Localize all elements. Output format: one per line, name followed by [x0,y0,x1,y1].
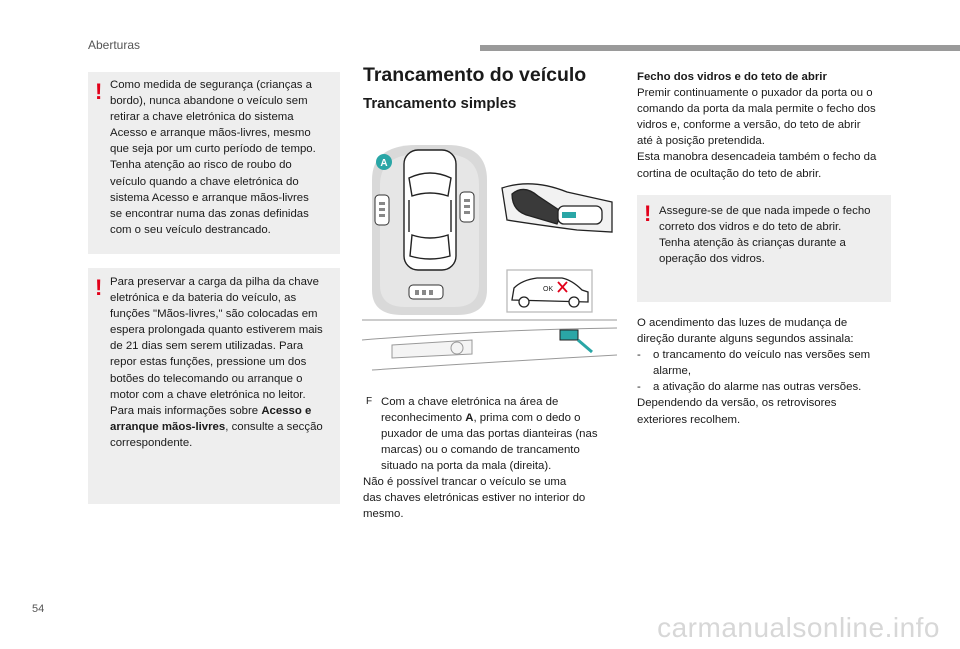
warning-box-battery [88,268,340,504]
windows-closing-section: Fecho dos vidros e do teto de abrir Premir continuamente o puxador da porta ou o comando da porta da mala permite o fecho dos vidros e, conforme a versão, do teto de abrir até à posição pretendida. Esta manobra desencadeia também o fecho da cortina de ocultação do teto de abrir. [637,69,895,182]
list-item: - o trancamento do veículo nas versões sem [637,349,871,362]
list-item: - a ativação do alarme nas outras versões. [637,381,862,394]
zone-a-label: A [380,158,388,169]
warning-icon: ! [644,201,652,226]
door-handle-hand [502,184,612,232]
locking-illustration [362,140,617,390]
warning-text: Para preservar a carga da pilha da chave eletrónica e da bateria do veículo, as funções "Mãos-livres," são colocadas em espera prolongada quanto estiverem mais de 21 dias sem serem utilizadas. Para repor estas funções, pressione um dos botões do telecomando ou arranque o motor com a chave eletrónica no leitor. Para mais informações sobre Acesso e arranque mãos-livres, consulte a secção correspondente. [110,276,323,449]
tailgate-lock-button [560,330,578,340]
tailgate-illustration [362,320,617,370]
step-marker-icon: F [366,396,373,407]
warning-box-windows [637,195,891,302]
section-subtitle: Trancamento simples [363,95,517,112]
warning-box-security [88,72,340,254]
section-heading: Fecho dos vidros e do teto de abrir [637,71,827,83]
warning-text: Como medida de segurança (crianças a bordo), nunca abandone o veículo sem retirar a chave eletrónica do sistema Acesso e arranque mãos-livres, mesmo que seja por um curto período de tempo. Tenha atenção ao risco de roubo do veículo quando a chave eletrónica do sistema Acesso e arranque mãos-livres se encontrar numa das zonas definidas com o seu veículo destrancado. [110,79,316,236]
ok-label: OK [543,286,554,293]
arrow-icon [578,340,592,352]
cross-reference: arranque mãos-livres [110,420,226,433]
cross-reference: Acesso e [261,404,312,417]
step-note: Não é possível trancar o veículo se uma das chaves eletrónicas estiver no interior do mesmo. [363,476,586,521]
car-top-view [404,150,456,270]
indicator-section: O acendimento das luzes de mudança de direção durante alguns segundos assinala: - o trancamento do veículo nas versões sem alarme, - a ativação do alarme nas outras versões. Dependendo da versão, os retrovisores exteriores recolhem. [637,315,895,428]
list-item: alarme, [653,365,691,378]
warning-text: Assegure-se de que nada impede o fecho correto dos vidros e do teto de abrir. Tenha atenção às crianças durante a operação dos vidros. [659,205,871,266]
section-title: Aberturas [88,38,141,52]
page-number: 54 [32,603,45,615]
step-instruction: F Com a chave eletrónica na área de reconhecimento A, prima com o dedo o puxador de uma das portas dianteiras (nas marcas) ou o comando de trancamento situado na porta da mala (direita). [366,396,598,473]
warning-icon: ! [95,79,103,104]
page-title: Trancamento do veículo [363,64,587,86]
watermark: carmanualsonline.info [657,612,940,643]
warning-icon: ! [95,275,103,300]
header-bar [480,45,960,51]
